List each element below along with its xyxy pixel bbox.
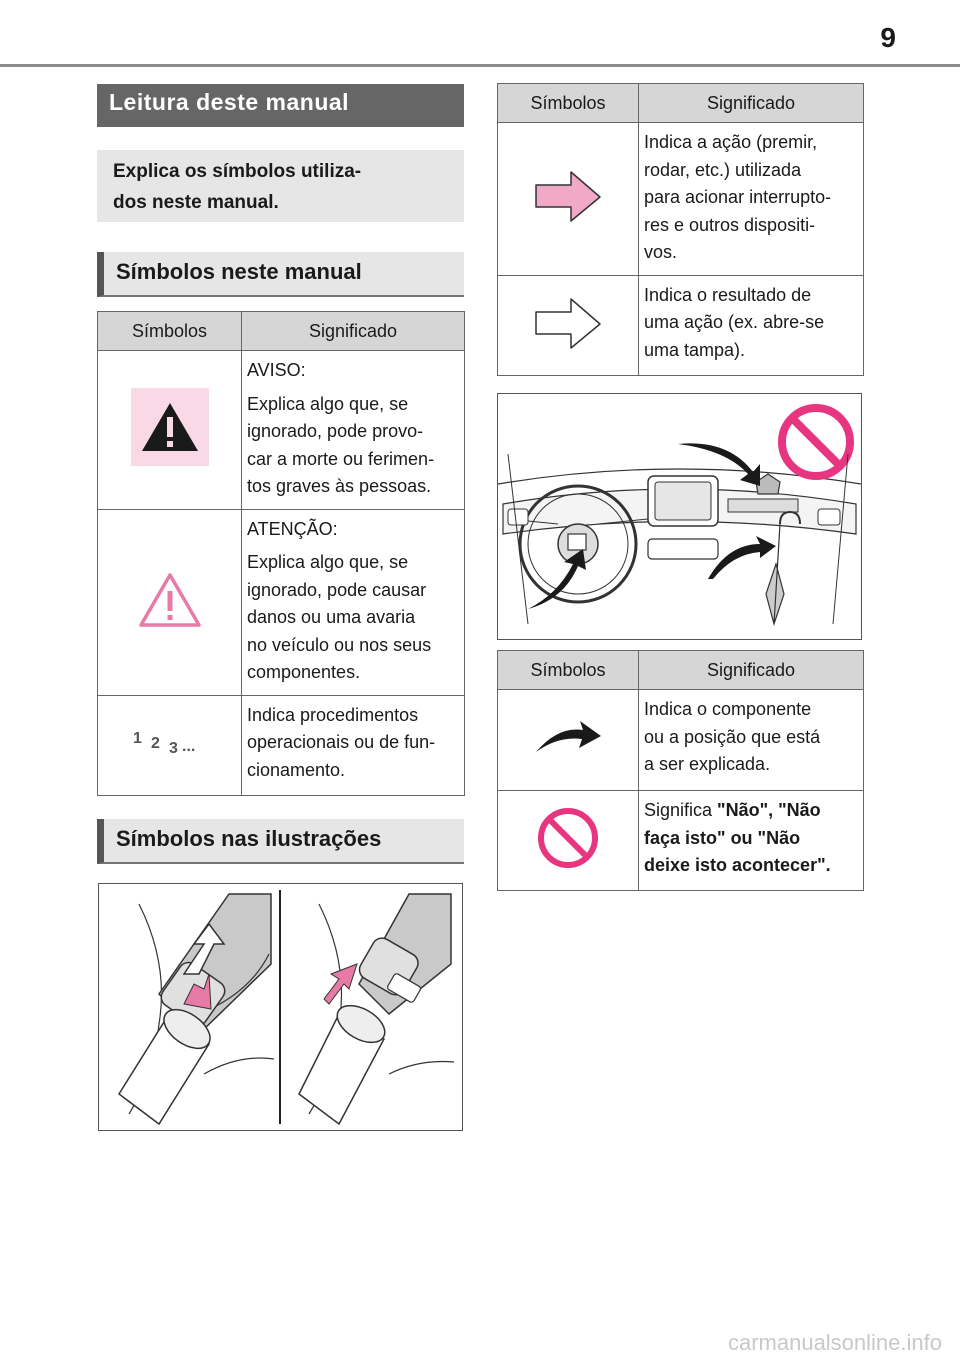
watermark: carmanualsonline.info <box>727 1330 942 1355</box>
desc-line: uma ação (ex. abre-se <box>644 312 825 332</box>
desc-line: para acionar interrupto- <box>644 187 832 207</box>
pink-arrow-desc <box>639 123 863 275</box>
desc-line: rodar, etc.) utilizada <box>644 159 802 180</box>
manual-symbols-table <box>97 311 465 796</box>
component-symbols-table <box>497 650 864 891</box>
table-row <box>498 123 864 276</box>
steps-icon <box>125 723 215 763</box>
prohibition-prefix: Significa <box>644 800 718 820</box>
col-header-symbols: Símbolos <box>498 651 639 690</box>
col-header-symbols: Símbolos <box>98 312 242 351</box>
warning-icon <box>130 387 210 467</box>
desc-line: operacionais ou de fun- <box>247 732 436 752</box>
desc-line: cionamento. <box>247 759 346 780</box>
illustration-symbols-header: Símbolos nas ilustrações <box>97 819 464 864</box>
action-symbols-table <box>497 83 864 376</box>
desc-line: uma tampa). <box>644 339 746 360</box>
table-row <box>98 351 465 510</box>
table-row <box>498 690 864 791</box>
col-header-symbols: Símbolos <box>498 84 639 123</box>
desc-line: res e outros dispositi- <box>644 214 816 235</box>
intro-line-1: Explica os símbolos utiliza- <box>113 161 362 182</box>
prohibition-line-1 <box>644 797 858 825</box>
prohibition-desc <box>639 791 863 888</box>
desc-line: a ser explicada. <box>644 754 771 774</box>
intro-box <box>97 150 464 222</box>
warning-heading: AVISO: <box>247 360 306 380</box>
desc-line: ou a posição que está <box>644 726 821 747</box>
prohibition-bold: faça isto" ou "Não <box>644 827 801 848</box>
desc-line: Indica o componente <box>644 699 812 719</box>
dashboard-drawing <box>498 394 861 639</box>
col-header-meaning: Significado <box>639 84 864 123</box>
col-header-meaning: Significado <box>242 312 465 351</box>
step-more: ... <box>181 737 195 755</box>
curved-arrow-icon <box>533 718 603 758</box>
desc-line: Indica o resultado de <box>644 284 812 305</box>
prohibition-icon <box>535 805 601 871</box>
step-1: 1 <box>132 729 142 747</box>
seatbelt-drawing <box>99 884 462 1130</box>
desc-line: ignorado, pode provo- <box>247 421 424 441</box>
top-rule <box>0 64 960 67</box>
desc-line: Indica procedimentos <box>247 704 419 725</box>
desc-line: ignorado, pode causar <box>247 579 427 600</box>
seatbelt-illustration <box>98 883 463 1131</box>
table-row <box>98 509 465 695</box>
col-header-meaning: Significado <box>639 651 864 690</box>
desc-line: no veículo ou nos seus <box>247 634 432 655</box>
page-number: 9 <box>880 22 896 53</box>
step-2: 2 <box>150 734 160 752</box>
outline-arrow-icon <box>533 296 603 350</box>
prohibition-line-2 <box>644 825 858 853</box>
desc-line: Explica algo que, se <box>247 552 409 572</box>
desc-line: car a morte ou ferimen- <box>247 448 435 469</box>
dashboard-illustration <box>497 393 862 640</box>
prohibition-bold: "Não", "Não <box>717 800 821 820</box>
prohibition-line-3 <box>644 852 858 880</box>
section-title: Leitura deste manual <box>97 84 464 127</box>
prohibition-bold: deixe isto acontecer". <box>644 855 831 875</box>
outline-arrow-desc <box>639 276 863 373</box>
desc-line: tos graves às pessoas. <box>247 476 432 496</box>
desc-line: Indica a ação (premir, <box>644 132 818 152</box>
caution-heading: ATENÇÃO: <box>247 518 338 539</box>
desc-line: danos ou uma avaria <box>247 607 416 627</box>
step-3: 3 <box>168 739 178 757</box>
table-row <box>98 695 465 795</box>
desc-line: componentes. <box>247 662 361 682</box>
desc-line: Explica algo que, se <box>247 393 409 414</box>
caution-desc <box>242 510 464 695</box>
table-row <box>498 275 864 375</box>
intro-line-2: dos neste manual. <box>113 192 279 213</box>
caution-icon <box>137 571 203 629</box>
pink-arrow-icon <box>533 169 603 223</box>
table-row <box>498 791 864 891</box>
warning-desc <box>242 351 464 509</box>
desc-line: vos. <box>644 242 678 262</box>
steps-desc <box>242 696 464 793</box>
curved-arrow-desc <box>639 690 863 787</box>
manual-symbols-header: Símbolos neste manual <box>97 252 464 297</box>
